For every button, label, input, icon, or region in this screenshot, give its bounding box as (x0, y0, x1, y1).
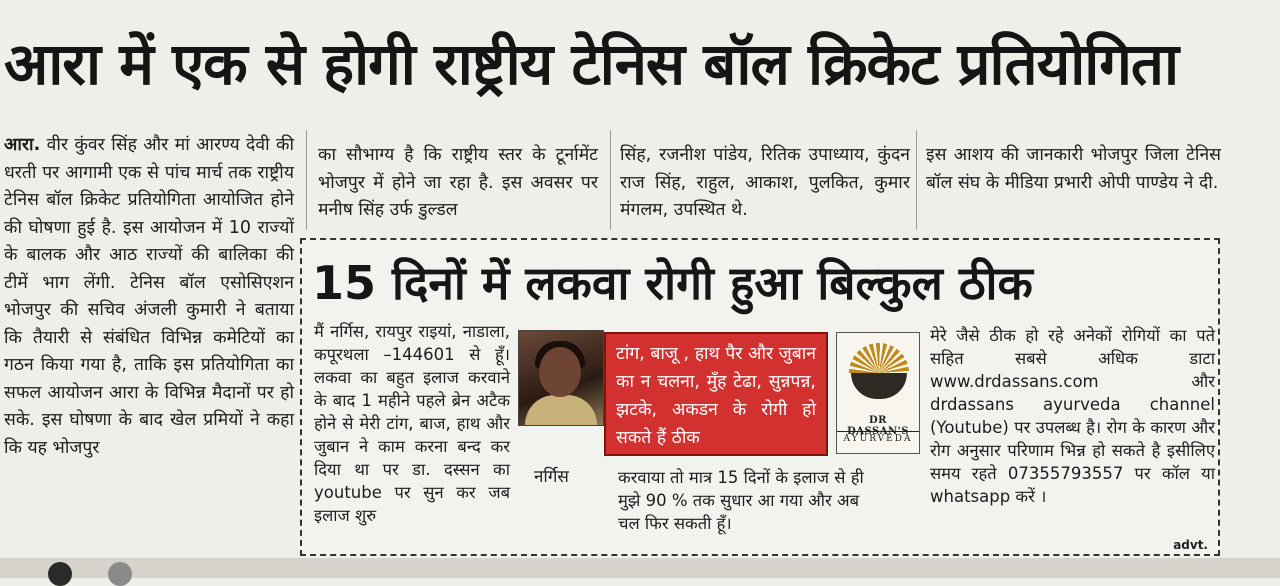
decorative-dot (108, 562, 132, 586)
article-col1-text: वीर कुंवर सिंह और मां आरण्य देवी की धरती पर आगामी एक से पांच मार्च तक राष्ट्रीय टेनिस बॉल क्रिकेट प्रतियोगिता आयोजित होने की घोषणा हुई है. इस आयोजन में 10 राज्यों के बालक और आठ राज्यों की बालिका की टीमें भाग लेंगी. टेनिस बॉल एसोसिएशन भोजपुर की सचिव अंजली कुमारी ने बताया कि तैयारी से संबंधित विभिन्न कमेटियों का गठन किया गया है, ताकि इस प्रतियोगिता का सफल आयोजन आरा के विभिन्न मैदानों पर हो सके. इस घोषणा के बाद खेल प्रमियों ने कहा कि यह भोजपुर (4, 135, 294, 458)
patient-photo (518, 330, 604, 426)
symptoms-red-box: टांग, बाजू , हाथ पैर और जुबान का न चलना, मुँह टेढा, सुन्नपन्न, झटके, अकडन के रोगी हो सकते हैं ठीक (604, 332, 828, 456)
decorative-dot (48, 562, 72, 586)
bottom-edge-strip (0, 558, 1280, 578)
photo-face-shape (539, 347, 581, 397)
article-dateline: आरा. (4, 135, 41, 155)
article-column-2: का सौभाग्य है कि राष्ट्रीय स्तर के टूर्नामेंट भोजपुर में होने जा रहा है. इस अवसर पर मनीष सिंह उर्फ डुल्डल (318, 145, 598, 220)
article-column-3: सिंह, रजनीश पांडेय, रितिक उपाध्याय, कुंदन राज सिंह, राहुल, आकाश, पुलकित, कुमार मंगलम, उपस्थित थे. (620, 145, 910, 220)
logo-subtitle: AYURVEDA (837, 431, 919, 444)
ad-title: 15 दिनों में लकवा रोगी हुआ बिल्कुल ठीक (312, 256, 1033, 310)
page-headline: आरा में एक से होगी राष्ट्रीय टेनिस बॉल क्रिकेट प्रतियोगिता (4, 30, 1178, 98)
dr-dassans-logo (836, 332, 920, 454)
advt-label: advt. (1173, 538, 1208, 552)
column-divider (610, 130, 611, 230)
photo-saree-shape (525, 395, 597, 425)
photo-caption: नर्गिस (534, 467, 569, 487)
article-column-1 (4, 132, 294, 462)
ad-result-text: करवाया तो मात्र 15 दिनों के इलाज से ही मुझे 90 % तक सुधार आ गया और अब चल फिर सकती हूँ। (618, 468, 864, 533)
ad-contact-text: मेरे जैसे ठीक हो रहे अनेकों रोगियों का पते सहित सबसे अधिक डाटा www.drdassans.com और drdassans ayurveda channel (Youtube) पर उपलब्ध है। रोग के कारण और रोग अनुसार परिणाम भिन्न हो सकते है इसीलिए समय रहते 07355793557 पर कॉल या whatsapp करें । (930, 326, 1215, 506)
logo-fan-icon (849, 343, 909, 373)
column-divider (306, 130, 307, 230)
logo-bowl-icon (851, 373, 907, 399)
column-divider (916, 130, 917, 230)
logo-name: DR DASSAN'S (847, 415, 909, 437)
article-column-4: इस आशय की जानकारी भोजपुर जिला टेनिस बॉल संघ के मीडिया प्रभारी ओपी पाण्डेय ने दी. (926, 145, 1221, 193)
advertisement-box (300, 238, 1220, 556)
ad-testimonial-text: मैं नर्गिस, रायपुर राइयां, नाडाला, कपूरथला –144601 से हूँ। लकवा का बहुत इलाज करवाने के बाद 1 महीने पहले ब्रेन अटैक होने से मेरी टांग, बाज, हाथ और जुबान ने काम करना बन्द कर दिया था पर डा. दस्सन का youtube पर सुन कर जब इलाज शुरु (314, 322, 510, 525)
